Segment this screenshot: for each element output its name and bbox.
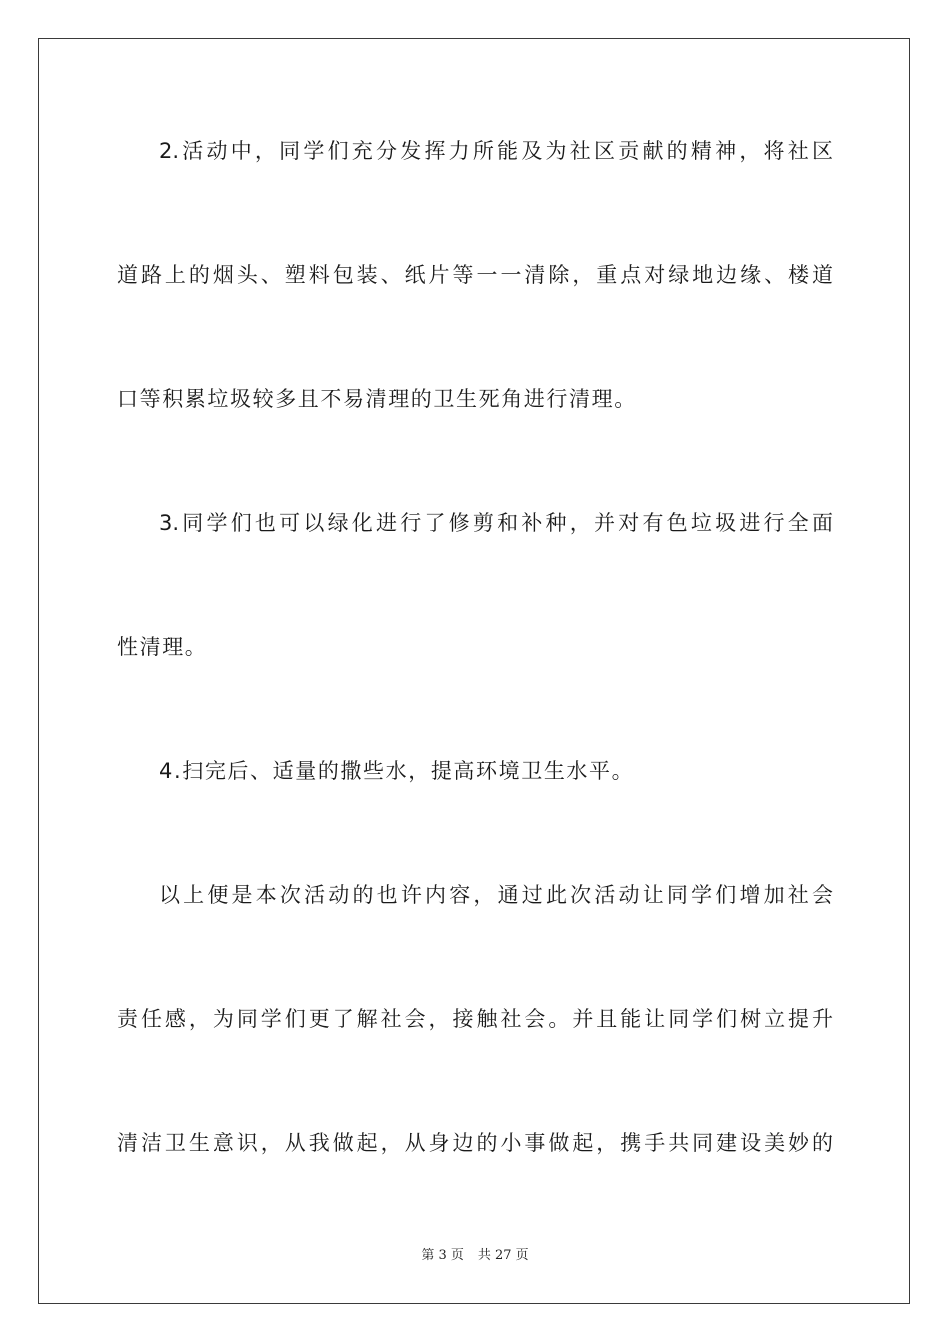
paragraph-line-5: 性清理。	[117, 635, 208, 659]
paragraph-line-3: 口等积累垃圾较多且不易清理的卫生死角进行清理。	[117, 387, 637, 411]
paragraph-line-6: 4.扫完后、适量的撒些水，提高环境卫生水平。	[159, 759, 635, 783]
paragraph-line-2: 道路上的烟头、塑料包装、纸片等一一清除，重点对绿地边缘、楼道	[117, 263, 833, 287]
page-number: 第 3 页	[421, 1248, 464, 1263]
page-footer	[0, 1247, 950, 1265]
paragraph-line-4: 3.同学们也可以绿化进行了修剪和补种，并对有色垃圾进行全面	[159, 511, 833, 535]
paragraph-line-9: 清洁卫生意识，从我做起，从身边的小事做起，携手共同建设美妙的	[117, 1131, 833, 1155]
page-border	[38, 38, 910, 1304]
paragraph-line-7: 以上便是本次活动的也许内容，通过此次活动让同学们增加社会	[159, 883, 833, 907]
total-pages: 共 27 页	[477, 1248, 529, 1263]
paragraph-line-8: 责任感，为同学们更了解社会，接触社会。并且能让同学们树立提升	[117, 1007, 833, 1031]
paragraph-line-1: 2.活动中，同学们充分发挥力所能及为社区贡献的精神，将社区	[159, 139, 833, 163]
